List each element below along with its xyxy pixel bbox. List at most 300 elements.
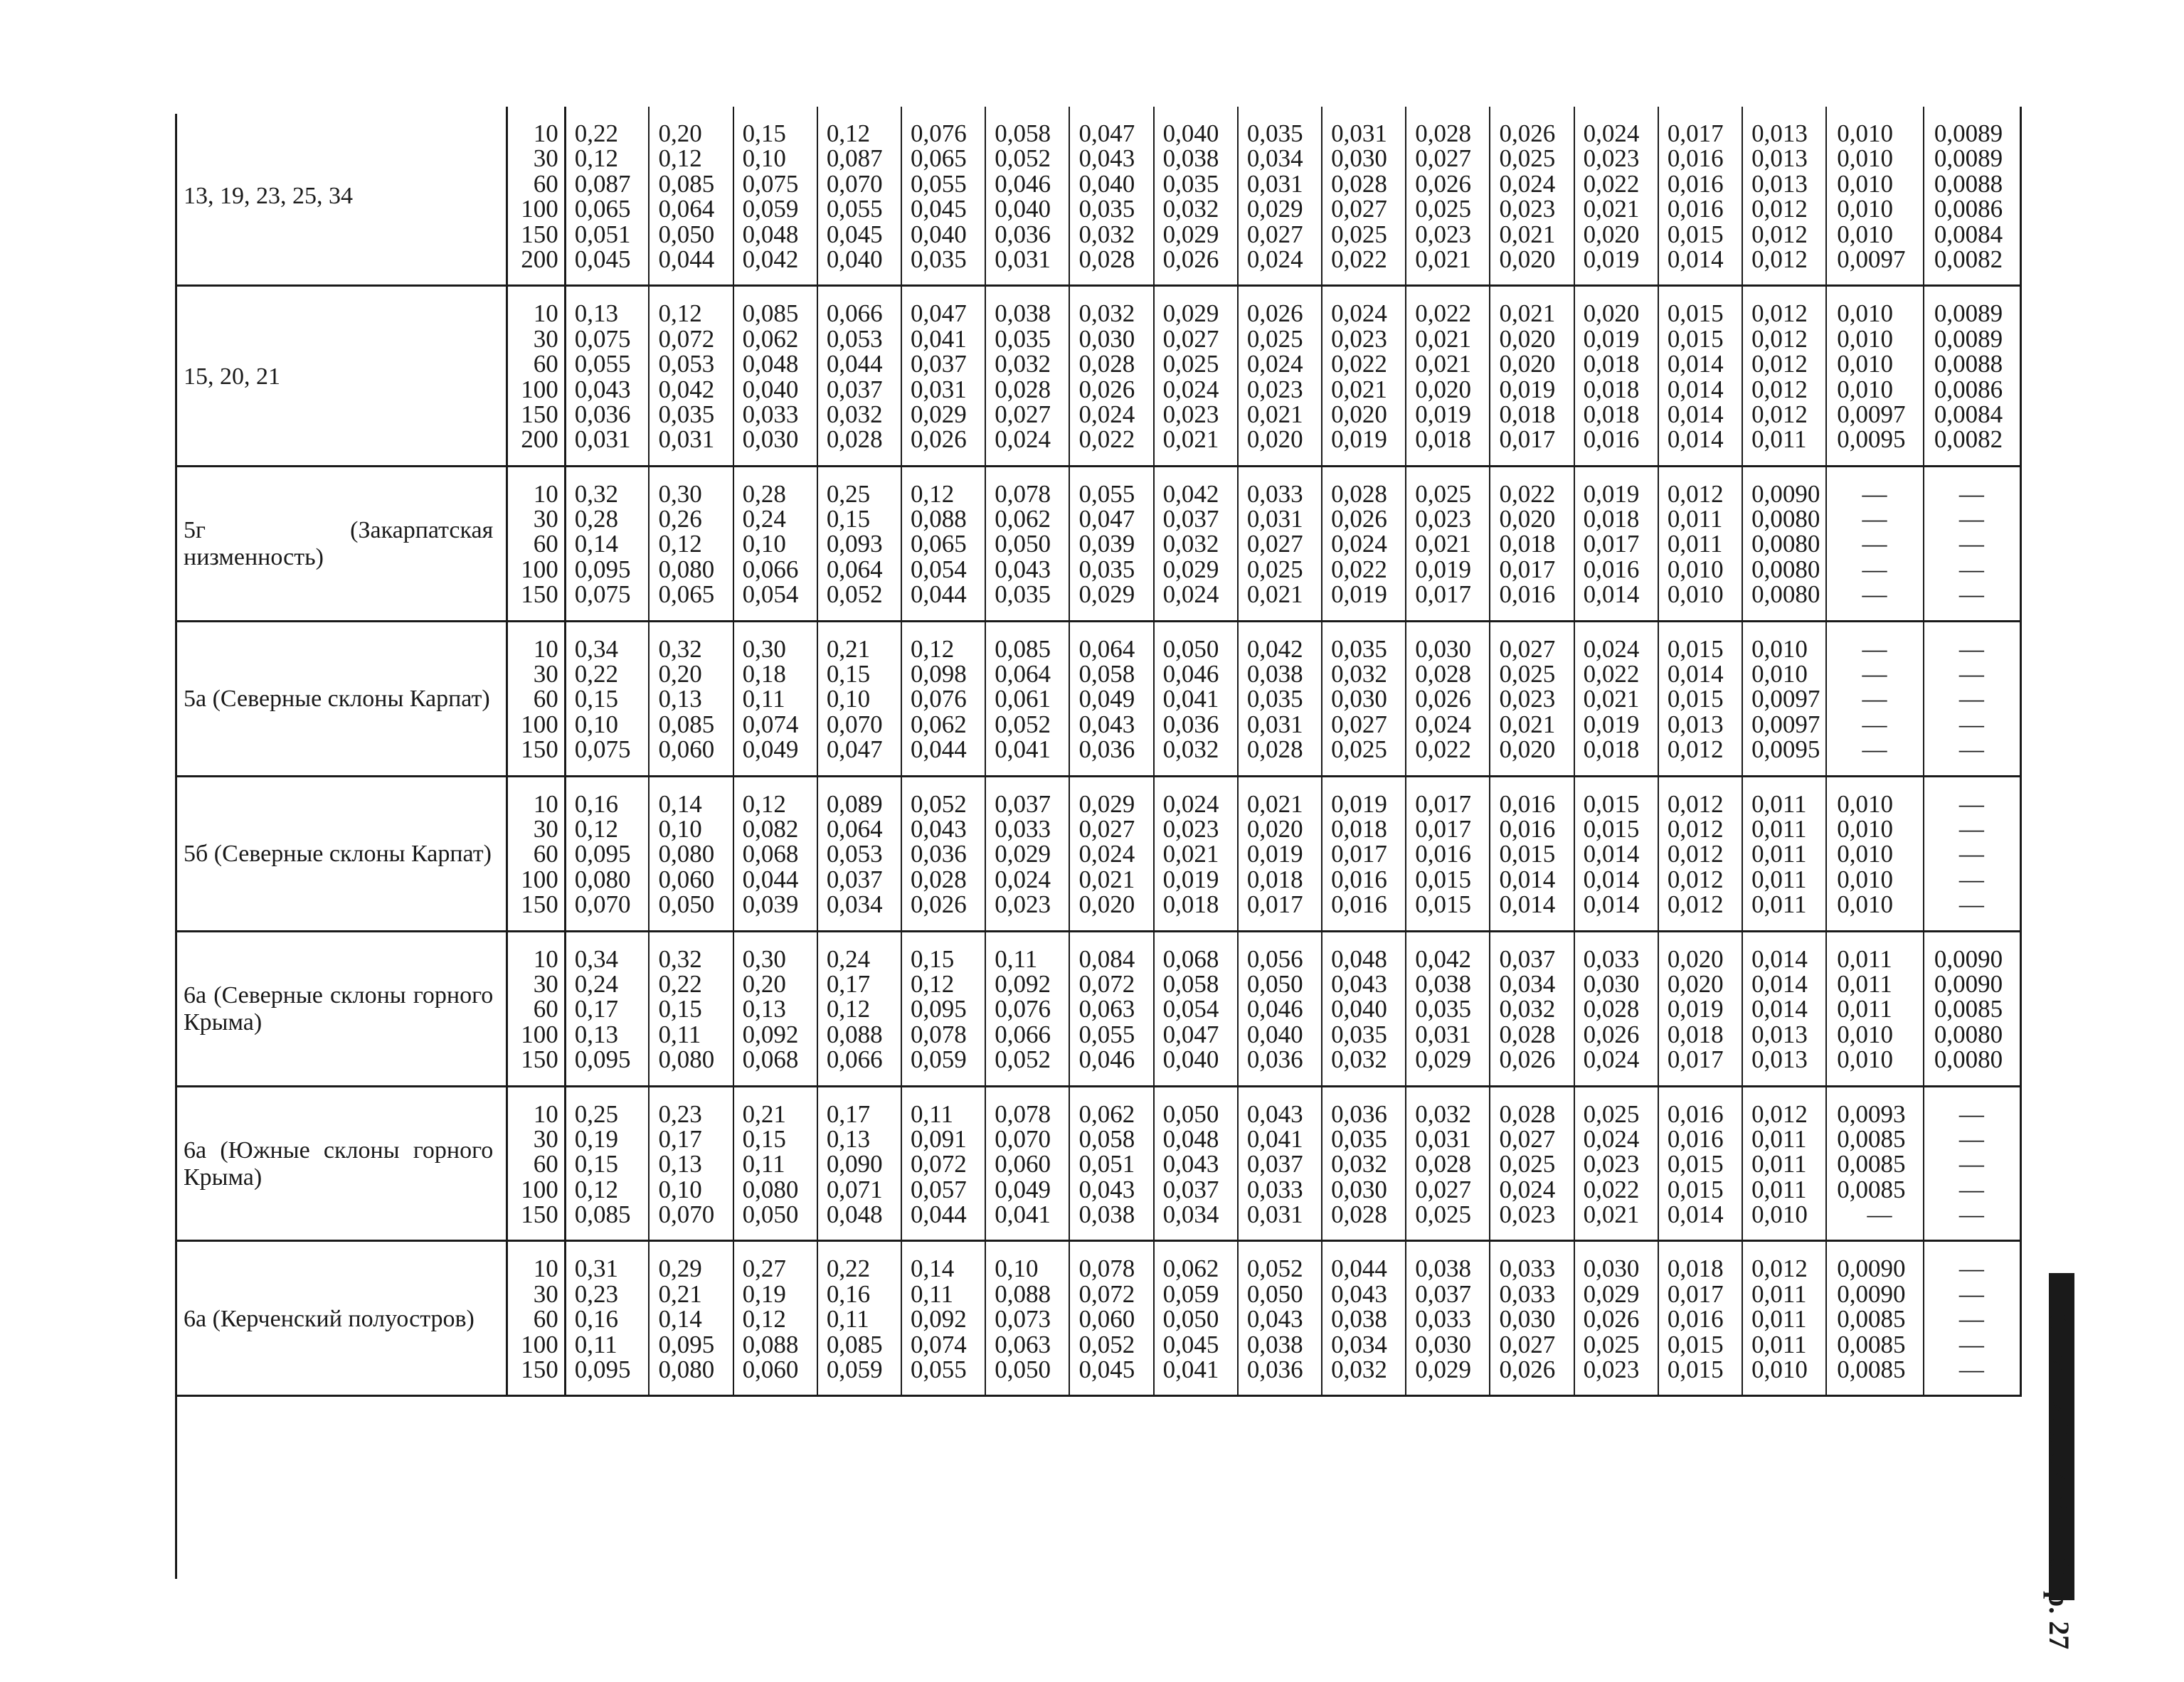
table-cell: 0,026 xyxy=(911,425,967,454)
height-value: 60 xyxy=(533,995,558,1023)
table-cell: 0,025 xyxy=(1162,350,1219,378)
height-value: 100 xyxy=(521,555,558,583)
table-cell: 0,012 xyxy=(1751,220,1808,248)
table-cell: 0,015 xyxy=(1415,865,1472,893)
table-cell: 0,035 xyxy=(1331,1124,1387,1153)
table-cell: — xyxy=(1862,580,1887,609)
coefficient-column xyxy=(565,1086,649,1241)
table-row xyxy=(175,1241,2021,1396)
table-cell: 0,095 xyxy=(574,1356,631,1384)
table-cell: 0,019 xyxy=(1667,995,1724,1023)
table-cell: 0,0097 xyxy=(1837,245,1906,273)
table-cell: 0,088 xyxy=(911,505,967,533)
table-cell: 0,052 xyxy=(911,789,967,818)
coefficient-column xyxy=(985,1086,1069,1241)
table-cell: 0,022 xyxy=(1331,555,1387,583)
coefficient-column xyxy=(817,466,901,621)
table-cell: 0,017 xyxy=(1583,530,1640,558)
coefficient-column xyxy=(1069,286,1153,466)
table-cell: 0,018 xyxy=(1667,1020,1724,1048)
table-cell: 0,12 xyxy=(911,479,955,508)
table-cell: 0,015 xyxy=(1667,324,1724,353)
coefficient-column xyxy=(1154,621,1238,776)
table-cell: 0,015 xyxy=(1667,1330,1724,1358)
table-cell: 0,043 xyxy=(1331,969,1387,998)
height-value: 60 xyxy=(533,350,558,378)
table-cell: 0,15 xyxy=(911,944,955,973)
table-cell: 0,018 xyxy=(1499,400,1556,428)
coefficient-column xyxy=(1658,1086,1742,1241)
coefficient-column xyxy=(1154,776,1238,931)
page-number: Стр. 27 xyxy=(2043,1556,2075,1650)
height-list xyxy=(507,1086,566,1241)
table-cell: 0,23 xyxy=(574,1279,618,1308)
table-cell: 0,033 xyxy=(1499,1255,1556,1283)
table-cell: 0,044 xyxy=(742,865,799,893)
table-cell: 0,028 xyxy=(1499,1020,1556,1048)
region-label: 15, 20, 21 xyxy=(175,286,507,466)
coefficient-column xyxy=(1154,286,1238,466)
coefficient-column xyxy=(1238,1241,1322,1396)
table-cell: 0,12 xyxy=(826,119,871,147)
table-cell: 0,32 xyxy=(658,634,702,663)
table-cell: 0,21 xyxy=(742,1100,786,1128)
table-cell: 0,076 xyxy=(911,119,967,147)
table-cell: 0,011 xyxy=(1751,840,1807,868)
table-cell: 0,018 xyxy=(1499,530,1556,558)
table-cell: 0,033 xyxy=(1246,479,1303,508)
table-cell: 0,038 xyxy=(1415,969,1472,998)
table-cell: 0,023 xyxy=(1162,814,1219,843)
table-cell: 0,033 xyxy=(742,400,799,428)
table-cell: 0,028 xyxy=(1078,245,1135,273)
table-cell: 0,13 xyxy=(574,299,618,328)
table-cell: 0,021 xyxy=(1078,865,1135,893)
table-cell: 0,024 xyxy=(1162,375,1219,403)
table-cell: — xyxy=(1958,1201,1984,1229)
table-cell: 0,092 xyxy=(911,1305,967,1334)
table-cell: 0,021 xyxy=(1415,324,1472,353)
coefficient-column xyxy=(1826,931,1924,1086)
height-value: 60 xyxy=(533,169,558,198)
height-value: 200 xyxy=(521,425,558,454)
table-cell: 0,014 xyxy=(1751,969,1808,998)
table-cell: 0,070 xyxy=(995,1124,1051,1153)
table-cell: 0,011 xyxy=(1837,969,1892,998)
table-cell: 0,021 xyxy=(1583,685,1640,713)
table-cell: 0,016 xyxy=(1667,195,1724,223)
table-cell: 0,11 xyxy=(742,1150,785,1178)
table-cell: — xyxy=(1862,735,1887,764)
table-cell: 0,024 xyxy=(995,865,1051,893)
table-cell: 0,011 xyxy=(1837,995,1892,1023)
table-cell: 0,014 xyxy=(1583,840,1640,868)
coefficient-column xyxy=(1490,931,1574,1086)
table-cell: 0,037 xyxy=(1162,1175,1219,1203)
table-cell: 0,012 xyxy=(1667,735,1724,764)
table-cell: — xyxy=(1958,1330,1984,1358)
height-value: 10 xyxy=(533,1100,558,1128)
table-cell: 0,051 xyxy=(1078,1150,1135,1178)
table-cell: 0,046 xyxy=(1078,1045,1135,1074)
table-cell: — xyxy=(1958,634,1984,663)
table-cell: 0,030 xyxy=(1499,1305,1556,1334)
table-cell: 0,012 xyxy=(1667,479,1724,508)
height-value: 100 xyxy=(521,865,558,893)
table-row xyxy=(175,621,2021,776)
table-cell: 0,027 xyxy=(1246,220,1303,248)
table-cell: 0,036 xyxy=(1246,1356,1303,1384)
coefficient-column xyxy=(901,776,985,931)
coefficient-column xyxy=(901,621,985,776)
table-cell: 0,072 xyxy=(658,324,715,353)
height-value: 150 xyxy=(521,580,558,609)
table-cell: 0,030 xyxy=(742,425,799,454)
table-cell: 0,024 xyxy=(1583,1045,1640,1074)
table-cell: 0,011 xyxy=(1751,865,1807,893)
table-cell: 0,11 xyxy=(995,944,1038,973)
table-cell: 0,10 xyxy=(995,1255,1039,1283)
table-cell: 0,024 xyxy=(1331,530,1387,558)
coefficient-column xyxy=(1658,776,1742,931)
table-cell: 0,22 xyxy=(574,660,618,688)
table-cell: 0,31 xyxy=(574,1255,618,1283)
table-cell: 0,040 xyxy=(1162,119,1219,147)
table-cell: 0,090 xyxy=(826,1150,883,1178)
table-cell: 0,052 xyxy=(995,1045,1051,1074)
table-cell: 0,010 xyxy=(1837,1020,1894,1048)
table-cell: 0,013 xyxy=(1667,710,1724,738)
table-cell: 0,021 xyxy=(1415,245,1472,273)
table-cell: 0,085 xyxy=(826,1330,883,1358)
table-cell: 0,025 xyxy=(1583,1330,1640,1358)
coefficient-column xyxy=(1742,1241,1826,1396)
table-cell: — xyxy=(1958,685,1984,713)
data-table-sheet xyxy=(175,107,2022,1397)
table-cell: 0,041 xyxy=(1162,685,1219,713)
table-cell: 0,014 xyxy=(1583,865,1640,893)
table-cell: 0,080 xyxy=(658,1045,715,1074)
table-cell: 0,070 xyxy=(658,1201,715,1229)
table-cell: 0,13 xyxy=(826,1124,871,1153)
table-cell: 0,038 xyxy=(1078,1201,1135,1229)
coefficient-column xyxy=(1154,107,1238,286)
coefficient-column xyxy=(901,107,985,286)
table-cell: 0,21 xyxy=(658,1279,702,1308)
coefficient-column xyxy=(565,1241,649,1396)
table-cell: 0,080 xyxy=(658,555,715,583)
document-code: СНиП 2.01.14-83 xyxy=(2043,1312,2075,1524)
table-cell: 0,020 xyxy=(1499,735,1556,764)
table-cell: 0,080 xyxy=(658,840,715,868)
table-cell: 0,031 xyxy=(1246,505,1303,533)
table-cell: 0,11 xyxy=(658,1020,701,1048)
table-cell: 0,026 xyxy=(1499,1045,1556,1074)
table-cell: 0,015 xyxy=(1667,299,1724,328)
coefficient-column xyxy=(817,931,901,1086)
table-cell: 0,087 xyxy=(574,169,631,198)
table-cell: 0,020 xyxy=(1499,245,1556,273)
table-cell: 0,082 xyxy=(742,814,799,843)
table-cell: 0,021 xyxy=(1162,425,1219,454)
table-cell: 0,023 xyxy=(995,890,1051,919)
coefficient-column xyxy=(1069,466,1153,621)
table-cell: 0,0097 xyxy=(1837,400,1906,428)
table-cell: 0,016 xyxy=(1667,1124,1724,1153)
table-cell: 0,022 xyxy=(1583,1175,1640,1203)
table-cell: 0,068 xyxy=(1162,944,1219,973)
table-cell: 0,041 xyxy=(911,324,967,353)
table-cell: 0,16 xyxy=(826,1279,871,1308)
table-cell: 0,011 xyxy=(1751,1305,1807,1334)
table-cell: 0,23 xyxy=(658,1100,702,1128)
coefficient-column xyxy=(817,1241,901,1396)
table-cell: 0,0090 xyxy=(1837,1255,1906,1283)
table-row xyxy=(175,107,2021,286)
table-cell: 0,088 xyxy=(742,1330,799,1358)
table-cell: 0,0085 xyxy=(1837,1175,1906,1203)
table-cell: 0,022 xyxy=(1415,735,1472,764)
table-cell: 0,027 xyxy=(1415,1175,1472,1203)
table-cell: 0,045 xyxy=(826,220,883,248)
coefficient-column xyxy=(649,1241,733,1396)
table-cell: 0,047 xyxy=(1162,1020,1219,1048)
table-cell: 0,032 xyxy=(1162,195,1219,223)
coefficient-column xyxy=(565,107,649,286)
height-value: 100 xyxy=(521,375,558,403)
table-cell: 0,0085 xyxy=(1837,1330,1906,1358)
table-cell: 0,041 xyxy=(995,1201,1051,1229)
table-cell: 0,054 xyxy=(742,580,799,609)
coefficient-column xyxy=(649,931,733,1086)
table-cell: 0,029 xyxy=(1078,789,1135,818)
table-cell: 0,040 xyxy=(911,220,967,248)
table-cell: 0,30 xyxy=(742,944,786,973)
table-cell: 0,018 xyxy=(1583,375,1640,403)
table-cell: 0,027 xyxy=(1246,530,1303,558)
table-cell: 0,023 xyxy=(1415,505,1472,533)
coefficient-column xyxy=(1826,107,1924,286)
table-cell: 0,050 xyxy=(742,1201,799,1229)
table-cell: 0,037 xyxy=(826,865,883,893)
table-cell: 0,050 xyxy=(1162,1305,1219,1334)
table-body xyxy=(175,107,2021,1396)
table-cell: 0,010 xyxy=(1751,1356,1808,1384)
table-cell: 0,033 xyxy=(995,814,1051,843)
height-value: 30 xyxy=(533,324,558,353)
table-cell: 0,020 xyxy=(1583,299,1640,328)
table-cell: 0,064 xyxy=(658,195,715,223)
height-value: 30 xyxy=(533,144,558,173)
coefficient-column xyxy=(1069,621,1153,776)
coefficient-column xyxy=(1069,107,1153,286)
table-cell: 0,057 xyxy=(911,1175,967,1203)
coefficient-column xyxy=(1826,1086,1924,1241)
table-cell: 0,053 xyxy=(826,324,883,353)
coefficient-column xyxy=(733,107,817,286)
table-cell: 0,064 xyxy=(995,660,1051,688)
table-cell: 0,052 xyxy=(826,580,883,609)
table-cell: 0,0089 xyxy=(1934,144,2003,173)
table-cell: 0,15 xyxy=(742,119,786,147)
table-cell: 0,085 xyxy=(995,634,1051,663)
table-cell: 0,014 xyxy=(1499,890,1556,919)
table-cell: 0,046 xyxy=(995,169,1051,198)
table-cell: 0,0085 xyxy=(1837,1305,1906,1334)
table-cell: 0,019 xyxy=(1331,425,1387,454)
table-cell: 0,058 xyxy=(1078,1124,1135,1153)
height-value: 60 xyxy=(533,1150,558,1178)
table-cell: 0,026 xyxy=(1499,119,1556,147)
table-cell: 0,058 xyxy=(1078,660,1135,688)
table-cell: 0,074 xyxy=(742,710,799,738)
table-cell: 0,031 xyxy=(995,245,1051,273)
table-cell: 0,048 xyxy=(826,1201,883,1229)
table-cell: 0,093 xyxy=(826,530,883,558)
height-value: 150 xyxy=(521,400,558,428)
table-cell: 0,032 xyxy=(1331,660,1387,688)
table-cell: 0,012 xyxy=(1751,299,1808,328)
table-cell: 0,019 xyxy=(1583,245,1640,273)
table-cell: 0,010 xyxy=(1837,119,1894,147)
coefficient-column xyxy=(1406,931,1490,1086)
coefficient-column xyxy=(1924,776,2021,931)
table-cell: 0,030 xyxy=(1415,1330,1472,1358)
table-cell: 0,010 xyxy=(1837,814,1894,843)
coefficient-column xyxy=(1658,107,1742,286)
table-cell: 0,017 xyxy=(1667,1279,1724,1308)
coefficient-column xyxy=(649,107,733,286)
table-cell: 0,045 xyxy=(1078,1356,1135,1384)
table-cell: 0,076 xyxy=(995,995,1051,1023)
table-cell: 0,015 xyxy=(1583,814,1640,843)
table-cell: 0,060 xyxy=(742,1356,799,1384)
table-cell: 0,0089 xyxy=(1934,324,2003,353)
table-cell: 0,040 xyxy=(826,245,883,273)
height-value: 150 xyxy=(521,220,558,248)
table-cell: 0,027 xyxy=(1499,1124,1556,1153)
table-cell: 0,060 xyxy=(1078,1305,1135,1334)
table-cell: 0,031 xyxy=(658,425,715,454)
table-cell: 0,029 xyxy=(1583,1279,1640,1308)
table-cell: 0,12 xyxy=(574,144,618,173)
table-cell: 0,085 xyxy=(574,1201,631,1229)
table-cell: 0,012 xyxy=(1751,350,1808,378)
table-cell: 0,011 xyxy=(1751,1330,1807,1358)
table-cell: 0,014 xyxy=(1499,865,1556,893)
coefficient-column xyxy=(1322,1086,1406,1241)
table-cell: 0,010 xyxy=(1751,634,1808,663)
table-cell: 0,033 xyxy=(1499,1279,1556,1308)
table-cell: 0,041 xyxy=(995,735,1051,764)
table-cell: 0,014 xyxy=(1667,425,1724,454)
table-cell: 0,070 xyxy=(574,890,631,919)
coefficient-column xyxy=(1490,466,1574,621)
coefficient-column xyxy=(1826,1241,1924,1396)
coefficient-column xyxy=(1490,776,1574,931)
table-cell: 0,045 xyxy=(574,245,631,273)
coefficient-column xyxy=(1406,621,1490,776)
table-cell: 0,026 xyxy=(1078,375,1135,403)
table-cell: 0,30 xyxy=(742,634,786,663)
table-cell: 0,0082 xyxy=(1934,245,2003,273)
table-cell: 0,20 xyxy=(658,660,702,688)
height-value: 100 xyxy=(521,1020,558,1048)
table-cell: 0,035 xyxy=(1331,634,1387,663)
table-cell: 0,068 xyxy=(742,840,799,868)
table-cell: 0,17 xyxy=(826,969,871,998)
table-cell: 0,065 xyxy=(574,195,631,223)
table-cell: 0,025 xyxy=(1499,1150,1556,1178)
table-cell: 0,020 xyxy=(1499,350,1556,378)
coefficient-column xyxy=(1069,776,1153,931)
height-value: 10 xyxy=(533,1255,558,1283)
table-cell: 0,19 xyxy=(742,1279,786,1308)
table-cell: 0,048 xyxy=(742,350,799,378)
table-cell: 0,045 xyxy=(911,195,967,223)
table-cell: 0,095 xyxy=(911,995,967,1023)
table-cell: 0,019 xyxy=(1583,710,1640,738)
table-cell: 0,021 xyxy=(1162,840,1219,868)
table-cell: 0,20 xyxy=(742,969,786,998)
coefficient-column xyxy=(1742,286,1826,466)
table-cell: 0,034 xyxy=(1246,144,1303,173)
table-cell: 0,048 xyxy=(1331,944,1387,973)
table-cell: 0,071 xyxy=(826,1175,883,1203)
table-cell: 0,043 xyxy=(1246,1305,1303,1334)
coefficient-column xyxy=(985,931,1069,1086)
table-cell: 0,17 xyxy=(574,995,618,1023)
table-cell: 0,017 xyxy=(1499,555,1556,583)
table-cell: 0,022 xyxy=(1583,169,1640,198)
table-cell: 0,010 xyxy=(1837,144,1894,173)
coefficient-column xyxy=(1924,107,2021,286)
table-cell: 0,12 xyxy=(911,634,955,663)
coefficient-column xyxy=(1322,286,1406,466)
coefficient-column xyxy=(1238,1086,1322,1241)
table-cell: 0,095 xyxy=(574,1045,631,1074)
table-cell: 0,035 xyxy=(1078,195,1135,223)
table-cell: 0,22 xyxy=(826,1255,871,1283)
table-cell: — xyxy=(1862,530,1887,558)
table-cell: 0,011 xyxy=(1667,530,1723,558)
table-cell: 0,038 xyxy=(995,299,1051,328)
table-cell: 0,19 xyxy=(574,1124,618,1153)
coefficient-column xyxy=(1490,1241,1574,1396)
table-cell: 0,066 xyxy=(826,299,883,328)
table-cell: 0,052 xyxy=(995,144,1051,173)
table-cell: 0,020 xyxy=(1667,944,1724,973)
table-cell: 0,028 xyxy=(1331,479,1387,508)
table-cell: 0,092 xyxy=(742,1020,799,1048)
table-cell: 0,092 xyxy=(995,969,1051,998)
table-cell: — xyxy=(1958,789,1984,818)
coefficient-column xyxy=(649,776,733,931)
table-cell: 0,014 xyxy=(1667,375,1724,403)
table-cell: 0,34 xyxy=(574,634,618,663)
table-cell: 0,043 xyxy=(995,555,1051,583)
table-cell: 0,021 xyxy=(1246,400,1303,428)
table-cell: 0,085 xyxy=(658,710,715,738)
table-cell: 0,0080 xyxy=(1751,530,1820,558)
table-cell: 0,021 xyxy=(1415,530,1472,558)
table-cell: 0,025 xyxy=(1415,1201,1472,1229)
table-cell: — xyxy=(1862,479,1887,508)
table-cell: 0,075 xyxy=(574,735,631,764)
coefficient-column xyxy=(985,107,1069,286)
table-cell: 0,066 xyxy=(995,1020,1051,1048)
table-cell: 0,036 xyxy=(574,400,631,428)
